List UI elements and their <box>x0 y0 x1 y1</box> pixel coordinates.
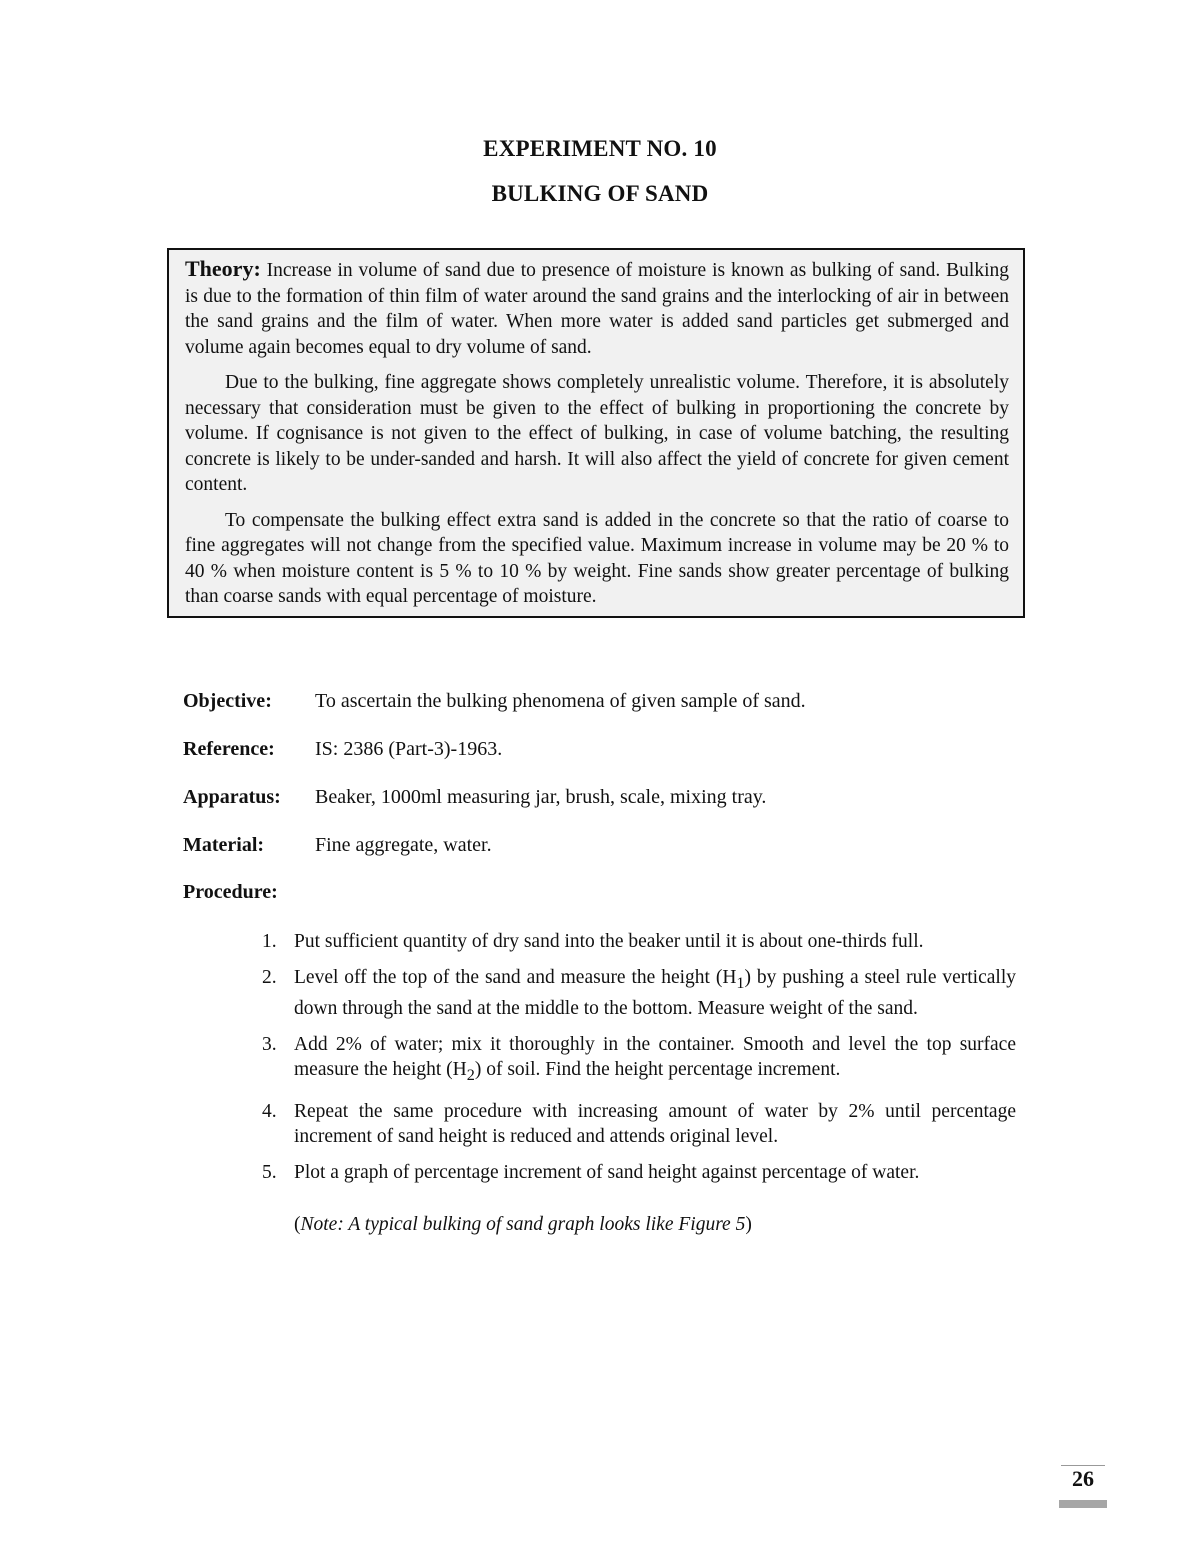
procedure-step <box>262 1160 1016 1185</box>
procedure-step <box>262 929 1016 954</box>
step-number: 3. <box>262 1033 277 1055</box>
step-text: Add 2% of water; mix it thoroughly in the container. Smooth and level the top surface measure the height (H <box>294 1033 1016 1080</box>
theory-label: Theory: <box>185 256 261 281</box>
step-number: 5. <box>262 1161 277 1183</box>
procedure-label: Procedure: <box>183 881 278 903</box>
theory-paragraph-2: Due to the bulking, fine aggregate shows completely unrealistic volume. Therefore, it is absolutely necessary that consideration must be given to the effect of bulking in proportioning the concrete by volume. If cognisance is not given to the effect of bulking, in case of volume batching, the resulting concrete is likely to be under-sanded and harsh. It will also affect the yield of concrete for given cement content. <box>185 372 1009 495</box>
step-text: Plot a graph of percentage increment of sand height against percentage of water. <box>294 1161 920 1183</box>
reference-row <box>183 738 502 761</box>
subscript: 1 <box>736 973 745 992</box>
page-number-bar <box>1059 1500 1107 1508</box>
material-row <box>183 834 492 857</box>
page-title: BULKING OF SAND <box>491 181 709 206</box>
theory-paragraph-3: To compensate the bulking effect extra sand is added in the concrete so that the ratio of coarse to fine aggregates will not change from the specified value. Maximum increase in volume may be 20 % to 40 % when moisture content is 5 % to 10 % by weight. Fine sands show greater percentage of bulking than coarse sands with equal percentage of moisture. <box>185 509 1009 607</box>
step-number: 4. <box>262 1100 277 1122</box>
reference-value: IS: 2386 (Part-3)-1963. <box>315 738 503 760</box>
theory-paragraph-1 <box>185 256 1009 360</box>
subscript: 2 <box>466 1065 475 1084</box>
procedure-heading <box>183 881 315 904</box>
experiment-number: EXPERIMENT NO. 10 <box>483 136 717 161</box>
step-number: 2. <box>262 967 277 988</box>
procedure-step <box>262 1099 1016 1149</box>
step-number: 1. <box>262 931 277 952</box>
procedure-list <box>262 929 1016 1196</box>
material-value: Fine aggregate, water. <box>315 834 492 856</box>
theory-box <box>167 248 1025 618</box>
step-text-cont: ) by pushing a steel rule vertically down through the sand at the middle to the bottom. Measure weight of the sand. <box>294 967 1016 1019</box>
step-text: Repeat the same procedure with increasing amount of water by 2% until percentage increment of sand height is reduced and attends original level. <box>294 1100 1016 1147</box>
apparatus-value: Beaker, 1000ml measuring jar, brush, scale, mixing tray. <box>315 786 767 808</box>
objective-label: Objective: <box>183 690 272 712</box>
figure-note-text: Note: A typical bulking of sand graph looks like Figure 5 <box>300 1214 746 1235</box>
step-text: Level off the top of the sand and measure the height (H <box>294 967 737 988</box>
theory-text-1: Increase in volume of sand due to presence of moisture is known as bulking of sand. Bulking is due to the formation of thin film of water around the sand grains and the interlocking of air in between the sand grains and the film of water. When more water is added sand particles get submerged and volume again becomes equal to dry volume of sand. <box>185 260 1009 358</box>
step-text-cont: ) of soil. Find the height percentage increment. <box>474 1058 841 1080</box>
objective-value: To ascertain the bulking phenomena of given sample of sand. <box>315 690 806 712</box>
figure-note: (Note: A typical bulking of sand graph looks like Figure 5) <box>294 1214 752 1235</box>
apparatus-row <box>183 786 766 809</box>
step-text: Put sufficient quantity of dry sand into the beaker until it is about one-thirds full. <box>294 931 924 952</box>
procedure-step <box>262 965 1016 1021</box>
material-label: Material: <box>183 834 265 856</box>
objective-row <box>183 690 806 713</box>
reference-label: Reference: <box>183 738 275 760</box>
page-number: 26 <box>1072 1466 1094 1491</box>
apparatus-label: Apparatus: <box>183 786 281 808</box>
procedure-step <box>262 1032 1016 1088</box>
